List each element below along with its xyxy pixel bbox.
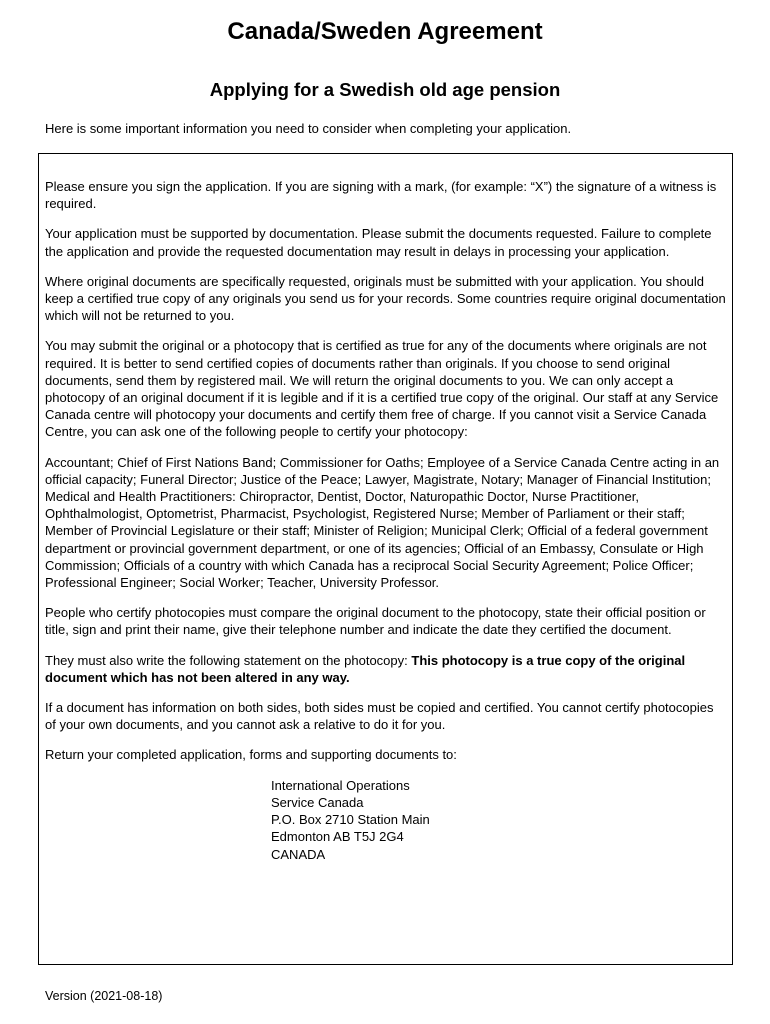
paragraph-signature: Please ensure you sign the application. If you are signing with a mark, (for example: “X”) the signature of a witness is required. xyxy=(45,179,717,212)
paragraph-statement xyxy=(45,652,726,686)
page-subtitle: Applying for a Swedish old age pension xyxy=(209,79,561,100)
paragraph-both-sides: If a document has information on both sides, both sides must be copied and certified. You cannot certify photocopies of your own documents, and you cannot ask a relative to do it for you. xyxy=(45,700,714,733)
page-title: Canada/Sweden Agreement xyxy=(227,18,543,45)
paragraph-return: Return your completed application, forms and supporting documents to: xyxy=(45,747,457,763)
paragraph-certifier-duties: People who certify photocopies must compare the original document to the photocopy, state their official position or title, sign and print their name, give their telephone number and indicate the date they certified the document. xyxy=(45,605,706,638)
paragraph-originals: Where original documents are specifically requested, originals must be submitted with your application. You should keep a certified true copy of any originals you send us for your records. Some countries require original documentation which will not be returned to you. xyxy=(45,273,726,324)
intro-text: Here is some important information you need to consider when completing your application. xyxy=(45,121,572,136)
paragraph-documentation: Your application must be supported by documentation. Please submit the documents requested. Failure to complete the application and provide the requested documentation may result in delays in processing your application. xyxy=(45,226,712,259)
statement-bold: This photocopy is a true copy of the original document which has not been altered in any way. xyxy=(45,652,686,685)
paragraph-photocopy: You may submit the original or a photocopy that is certified as true for any of the documents where originals are not required. It is better to send certified copies of documents rather than originals. If you choose to send original documents, send them by registered mail. We will return the original documents to you. We can only accept a photocopy of an original document if it is legible and if it is a certified true copy of the original. Our staff at any Service Canada centre will photocopy your documents and certify them free of charge. If you cannot visit a Service Canada Centre, you can ask one of the following people to certify your photocopy: xyxy=(45,338,719,440)
paragraph-certifiers-list: Accountant; Chief of First Nations Band; Commissioner for Oaths; Employee of a Service Canada Centre acting in an official capacity; Funeral Director; Justice of the Peace; Lawyer, Magistrate, Notary; Manager of Financial Institution; Medical and Health Practitioners: Chiropractor, Dentist, Doctor, Naturopathic Doctor, Nurse Practitioner, Ophthalmologist, Optometrist, Pharmacist, Psychologist, Registered Nurse; Member of Parliament or their staff; Member of Provincial Legislature or their staff; Minister of Religion; Municipal Clerk; Official of a federal government department or provincial government department, or one of its agencies; Official of an Embassy, Consulate or High Commission; Officials of a country with which Canada has a reciprocal Social Security Agreement; Police Officer; Professional Engineer; Social Worker; Teacher, University Professor. xyxy=(45,454,720,591)
mailing-address xyxy=(271,777,726,863)
address-line: International Operations xyxy=(271,777,410,793)
address-line: Edmonton AB T5J 2G4 xyxy=(271,829,404,845)
version-label: Version (2021-08-18) xyxy=(45,989,163,1003)
address-line: CANADA xyxy=(271,846,326,862)
information-box xyxy=(38,153,733,965)
address-line: Service Canada xyxy=(271,794,364,810)
statement-intro: They must also write the following statement on the photocopy: xyxy=(45,652,412,668)
address-line: P.O. Box 2710 Station Main xyxy=(271,812,430,828)
